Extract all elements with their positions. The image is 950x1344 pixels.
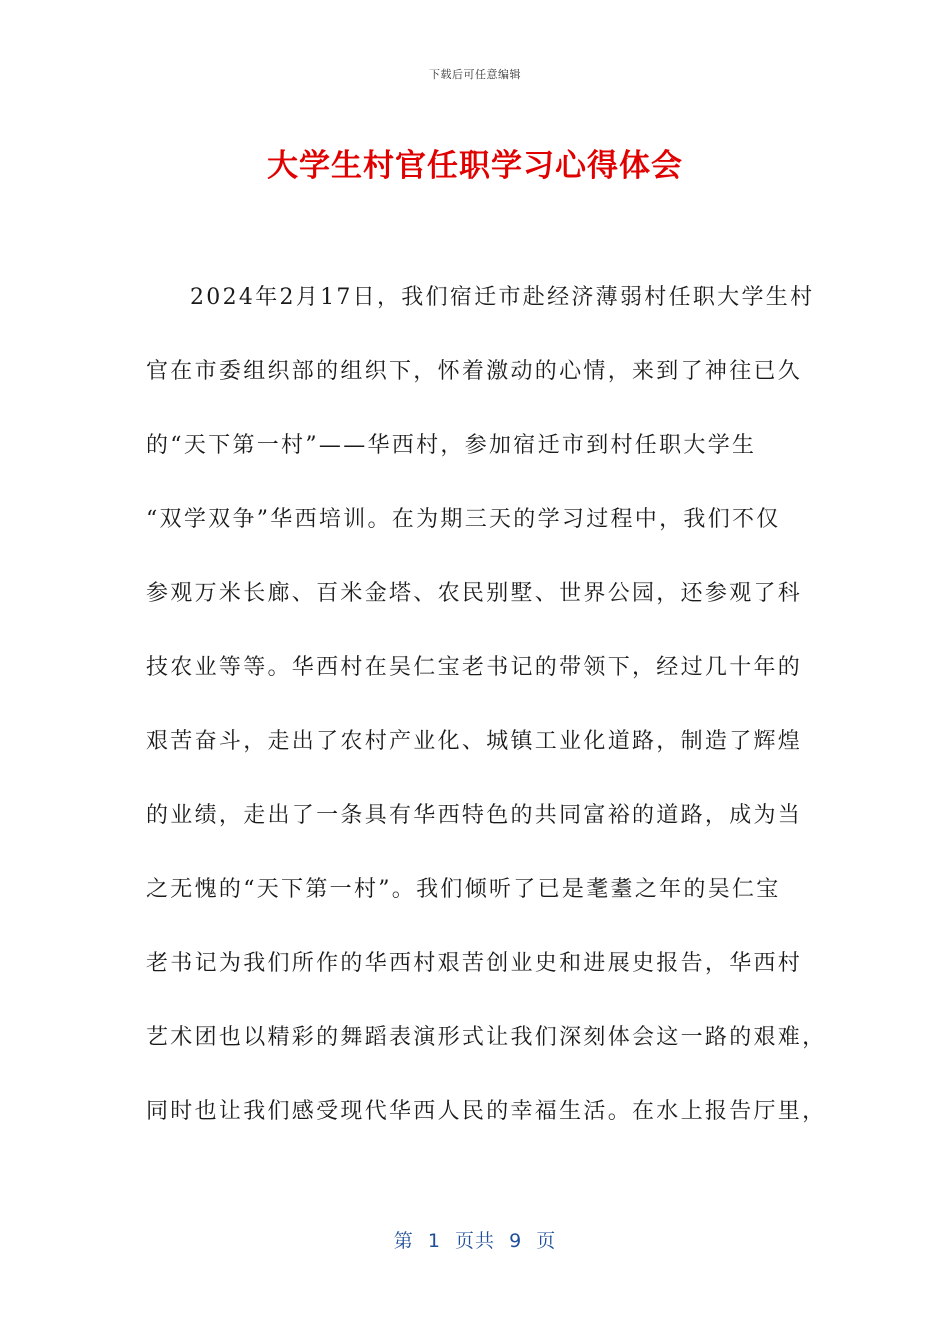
document-title: 大学生村官任职学习心得体会: [267, 148, 683, 184]
body-line: “双学双争”华西培训。在为期三天的学习过程中，我们不仅: [146, 507, 781, 532]
body-line: 艰苦奋斗，走出了农村产业化、城镇工业化道路，制造了辉煌: [146, 729, 803, 754]
body-line: 艺术团也以精彩的舞蹈表演形式让我们深刻体会这一路的艰难，: [146, 1025, 827, 1050]
body-line: 的业绩，走出了一条具有华西特色的共同富裕的道路，成为当: [146, 803, 803, 828]
page-number-footer: 第 1 页共 9 页: [393, 1230, 557, 1252]
body-line: 技农业等等。华西村在吴仁宝老书记的带领下，经过几十年的: [146, 655, 803, 680]
body-line: 同时也让我们感受现代华西人民的幸福生活。在水上报告厅里，: [146, 1099, 827, 1124]
body-line: 官在市委组织部的组织下，怀着激动的心情，来到了神往已久: [146, 359, 803, 384]
body-line: 参观万米长廊、百米金塔、农民别墅、世界公园，还参观了科: [146, 581, 803, 606]
page-header: 下载后可任意编辑: [429, 68, 521, 81]
document-body: [146, 280, 827, 1168]
body-line: 的“天下第一村”——华西村，参加宿迁市到村任职大学生: [146, 433, 757, 458]
body-line: 老书记为我们所作的华西村艰苦创业史和进展史报告，华西村: [146, 951, 803, 976]
body-line: 2024年2月17日，我们宿迁市赴经济薄弱村任职大学生村: [190, 285, 815, 310]
body-line: 之无愧的“天下第一村”。我们倾听了已是耄耋之年的吴仁宝: [146, 877, 781, 902]
